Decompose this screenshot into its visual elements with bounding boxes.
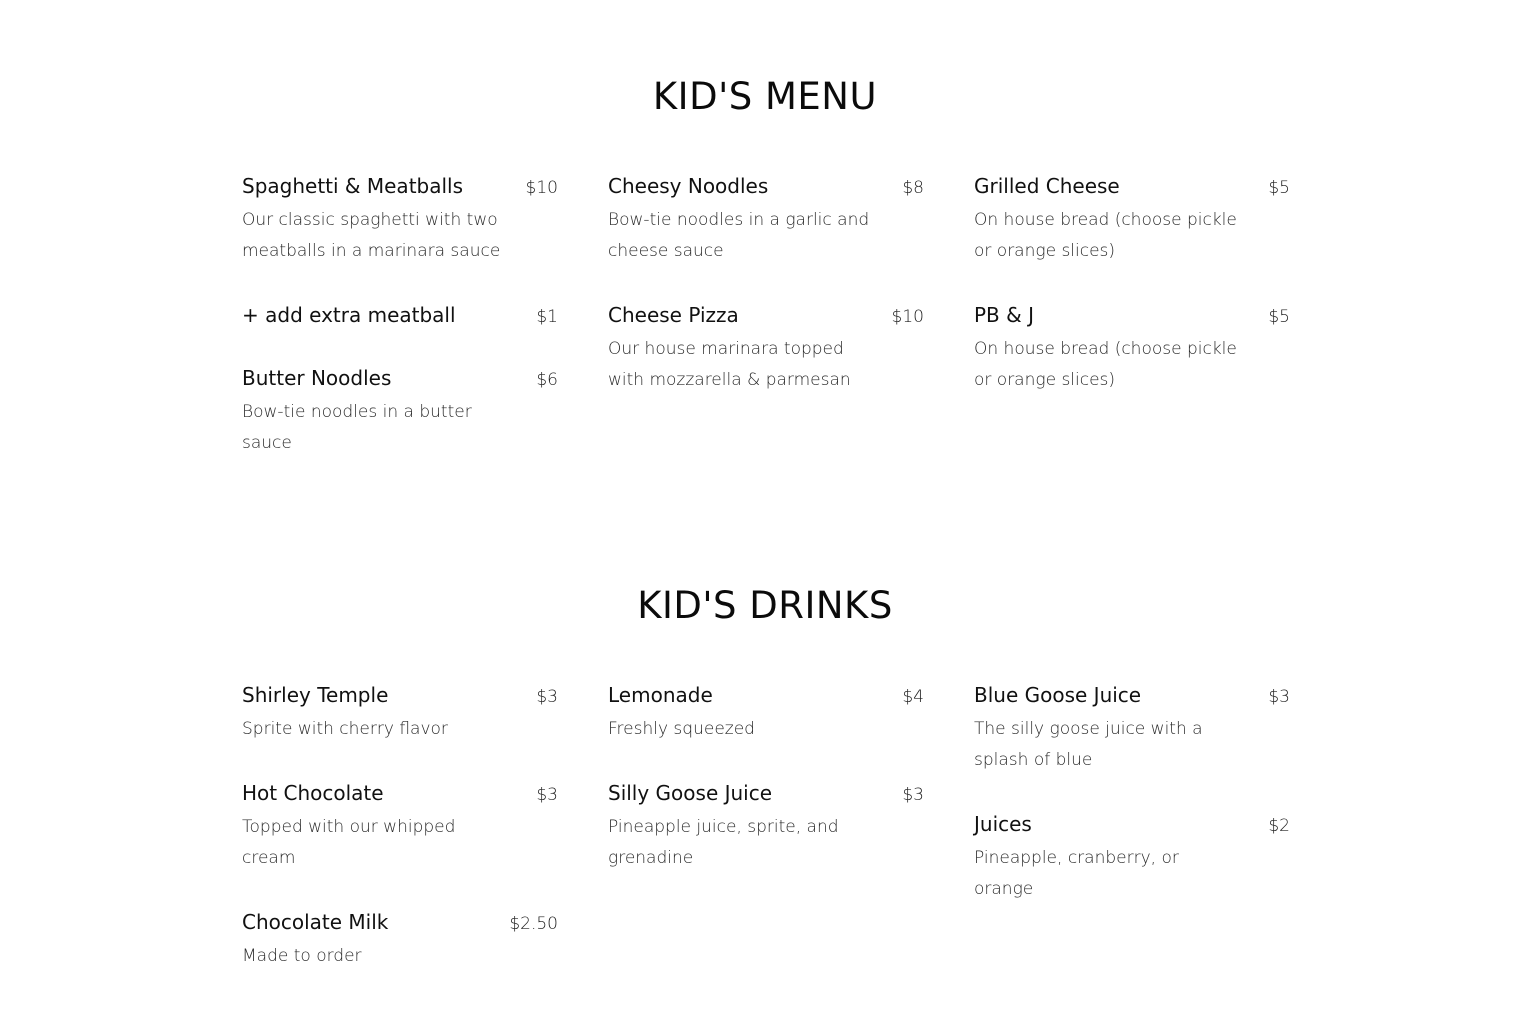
kids-menu-title: KID'S MENU [652, 75, 878, 118]
menu-item [242, 303, 558, 331]
item-description: On house bread (choose pickle or orange slices) [974, 339, 1237, 390]
item-description: Topped with our whipped cream [242, 817, 456, 868]
item-price: $3 [902, 785, 924, 805]
item-name: Chocolate Milk [242, 910, 389, 934]
item-name: Cheese Pizza [608, 303, 739, 327]
item-name: + add extra meatball [242, 303, 456, 327]
drink-item [974, 683, 1290, 776]
item-price: $1 [536, 307, 558, 327]
item-description: On house bread (choose pickle or orange slices) [974, 210, 1237, 261]
item-price: $8 [902, 178, 924, 198]
drink-item [242, 781, 558, 874]
item-name: Grilled Cheese [974, 174, 1120, 198]
drink-item [608, 683, 924, 745]
item-description: Our house marinara topped with mozzarella & parmesan [608, 339, 851, 390]
item-name: Shirley Temple [242, 683, 389, 707]
item-name: Butter Noodles [242, 366, 392, 390]
menu-item [974, 303, 1290, 396]
item-description: Sprite with cherry flavor [242, 719, 448, 739]
item-name: Silly Goose Juice [608, 781, 773, 805]
item-name: Lemonade [608, 683, 713, 707]
item-price: $5 [1268, 178, 1290, 198]
item-description: Our classic spaghetti with two meatballs in a marinara sauce [242, 210, 501, 261]
item-description: Pineapple, cranberry, or orange [974, 848, 1179, 899]
item-price: $3 [536, 785, 558, 805]
item-description: Bow-tie noodles in a garlic and cheese sauce [608, 210, 870, 261]
item-name: Spaghetti & Meatballs [242, 174, 464, 198]
drink-item [974, 812, 1290, 905]
item-price: $10 [891, 307, 924, 327]
item-price: $2 [1268, 816, 1290, 836]
item-description: Made to order [242, 946, 362, 966]
menu-item [608, 303, 924, 396]
item-name: Hot Chocolate [242, 781, 384, 805]
kids-drinks-title: KID'S DRINKS [637, 584, 893, 627]
menu-item [974, 174, 1290, 267]
item-name: PB & J [974, 303, 1034, 327]
item-price: $5 [1268, 307, 1290, 327]
item-description: Freshly squeezed [608, 719, 755, 739]
menu-item [608, 174, 924, 267]
item-price: $3 [536, 687, 558, 707]
drink-item [242, 683, 558, 745]
drink-item [608, 781, 924, 874]
item-name: Blue Goose Juice [974, 683, 1142, 707]
item-description: Pineapple juice, sprite, and grenadine [608, 817, 839, 868]
item-description: The silly goose juice with a splash of blue [974, 719, 1203, 770]
menu-item [242, 366, 558, 459]
drink-item [242, 910, 558, 972]
item-description: Bow-tie noodles in a butter sauce [242, 402, 472, 453]
item-price: $4 [902, 687, 924, 707]
item-price: $3 [1268, 687, 1290, 707]
item-price: $10 [525, 178, 558, 198]
menu-item [242, 174, 558, 267]
item-price: $6 [536, 370, 558, 390]
item-price: $2.50 [509, 914, 558, 934]
item-name: Cheesy Noodles [608, 174, 769, 198]
item-name: Juices [974, 812, 1032, 836]
